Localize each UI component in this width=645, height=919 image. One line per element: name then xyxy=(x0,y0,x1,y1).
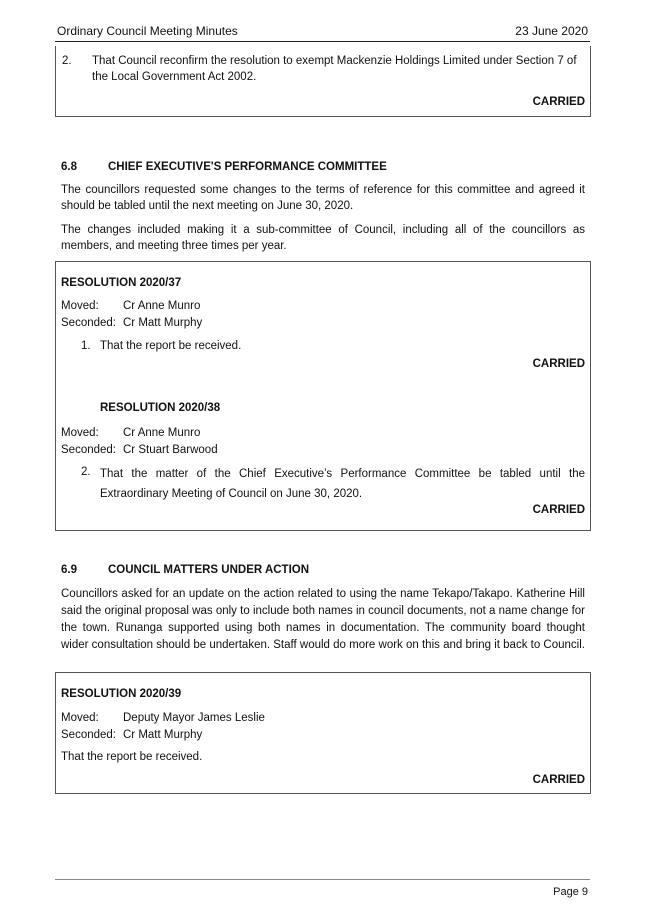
resolution-title: RESOLUTION 2020/37 xyxy=(61,277,182,289)
item-text: That the matter of the Chief Executive’s Performance Committee be tabled until the Extraordinary Meeting of Council on June 30, 2020. xyxy=(100,468,585,500)
item-text: That Council reconfirm the resolution to exempt Mackenzie Holdings Limited under Section 7 of the Local Government Act 2002. xyxy=(92,55,577,83)
moved-label: Moved: xyxy=(61,427,99,439)
document-title: Ordinary Council Meeting Minutes xyxy=(57,24,238,38)
carried-label: CARRIED xyxy=(532,504,585,516)
resolution-box xyxy=(55,672,591,794)
seconded-name: Cr Matt Murphy xyxy=(123,729,203,741)
moved-label: Moved: xyxy=(61,300,99,312)
seconded-label: Seconded: xyxy=(61,729,116,741)
moved-name: Deputy Mayor James Leslie xyxy=(123,712,265,724)
item-text: That the report be received. xyxy=(100,340,242,352)
page-number: Page 9 xyxy=(553,886,588,898)
section-paragraph: The councillors requested some changes to the terms of reference for this committee and agreed it should be tabled until the next meeting on June 30, 2020. xyxy=(61,184,585,212)
section-number: 6.9 xyxy=(61,564,77,576)
section-paragraph: Councillors asked for an update on the action related to using the name Tekapo/Takapo. Katherine Hill said the original proposal was only to include both names in council documents, not a name change for the town. Runanga supported using both names in documentation. The community board thought wider consultation should be undertaken. Staff would do more work on this and bring it back to Council. xyxy=(61,588,585,651)
resolution-box-continued xyxy=(55,46,591,117)
carried-label: CARRIED xyxy=(532,774,585,786)
resolution-title: RESOLUTION 2020/39 xyxy=(61,688,182,700)
seconded-label: Seconded: xyxy=(61,444,116,456)
section-number: 6.8 xyxy=(61,161,77,173)
seconded-label: Seconded: xyxy=(61,317,116,329)
carried-label: CARRIED xyxy=(532,358,585,370)
moved-name: Cr Anne Munro xyxy=(123,427,201,439)
item-text: That the report be received. xyxy=(61,751,203,763)
section-title: CHIEF EXECUTIVE'S PERFORMANCE COMMITTEE xyxy=(108,161,387,173)
moved-name: Cr Anne Munro xyxy=(123,300,201,312)
item-number: 2. xyxy=(81,466,91,478)
carried-label: CARRIED xyxy=(532,96,585,108)
section-paragraph: The changes included making it a sub-committee of Council, including all of the councillors as members, and meeting three times per year. xyxy=(61,224,585,252)
item-number: 2. xyxy=(62,55,72,67)
moved-label: Moved: xyxy=(61,712,99,724)
section-title: COUNCIL MATTERS UNDER ACTION xyxy=(108,564,310,576)
page-header xyxy=(55,23,590,42)
seconded-name: Cr Matt Murphy xyxy=(123,317,203,329)
document-date: 23 June 2020 xyxy=(515,24,588,38)
footer-divider xyxy=(55,879,590,880)
resolution-box xyxy=(55,261,591,531)
resolution-title: RESOLUTION 2020/38 xyxy=(100,402,221,414)
item-number: 1. xyxy=(81,340,91,352)
seconded-name: Cr Stuart Barwood xyxy=(123,444,218,456)
